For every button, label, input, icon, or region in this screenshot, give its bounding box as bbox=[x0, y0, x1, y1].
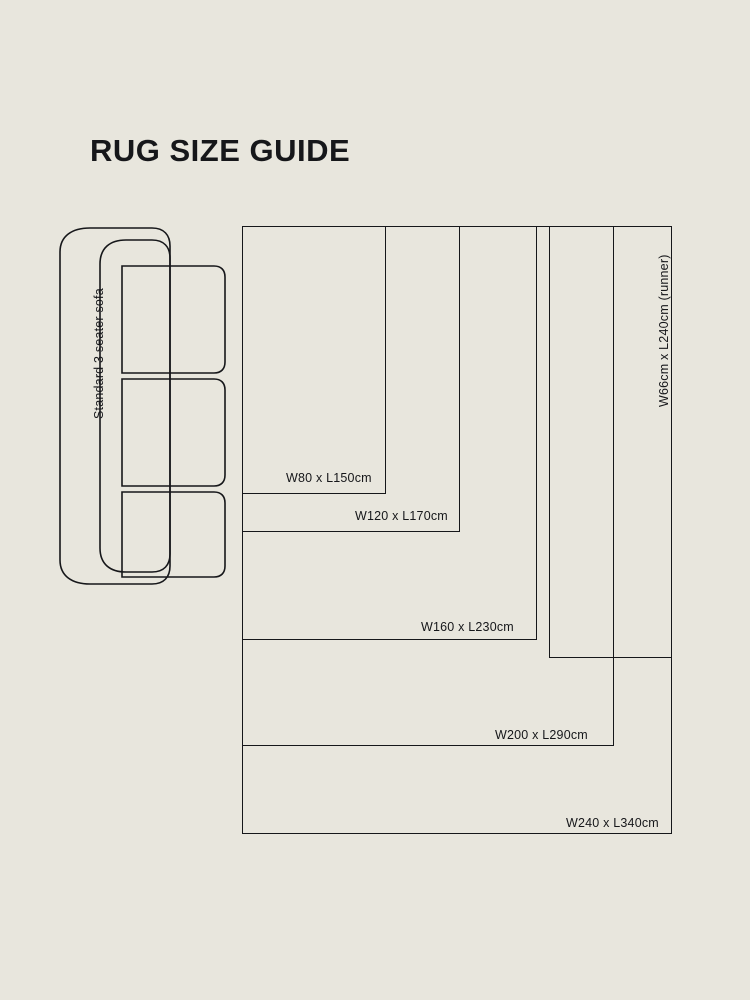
rug-120x170-label: W120 x L170cm bbox=[355, 509, 448, 523]
rug-80x150-label: W80 x L150cm bbox=[286, 471, 372, 485]
page-title: RUG SIZE GUIDE bbox=[90, 133, 351, 168]
sofa-icon bbox=[52, 222, 232, 590]
rug-160x230-label: W160 x L230cm bbox=[421, 620, 514, 634]
rug-80x150[interactable] bbox=[242, 226, 386, 494]
sofa-label: Standard 3 seater sofa bbox=[92, 288, 106, 419]
rug-240x340-label: W240 x L340cm bbox=[566, 816, 659, 830]
rug-66x240-label: W66cm x L240cm (runner) bbox=[657, 254, 671, 407]
rug-200x290-label: W200 x L290cm bbox=[495, 728, 588, 742]
